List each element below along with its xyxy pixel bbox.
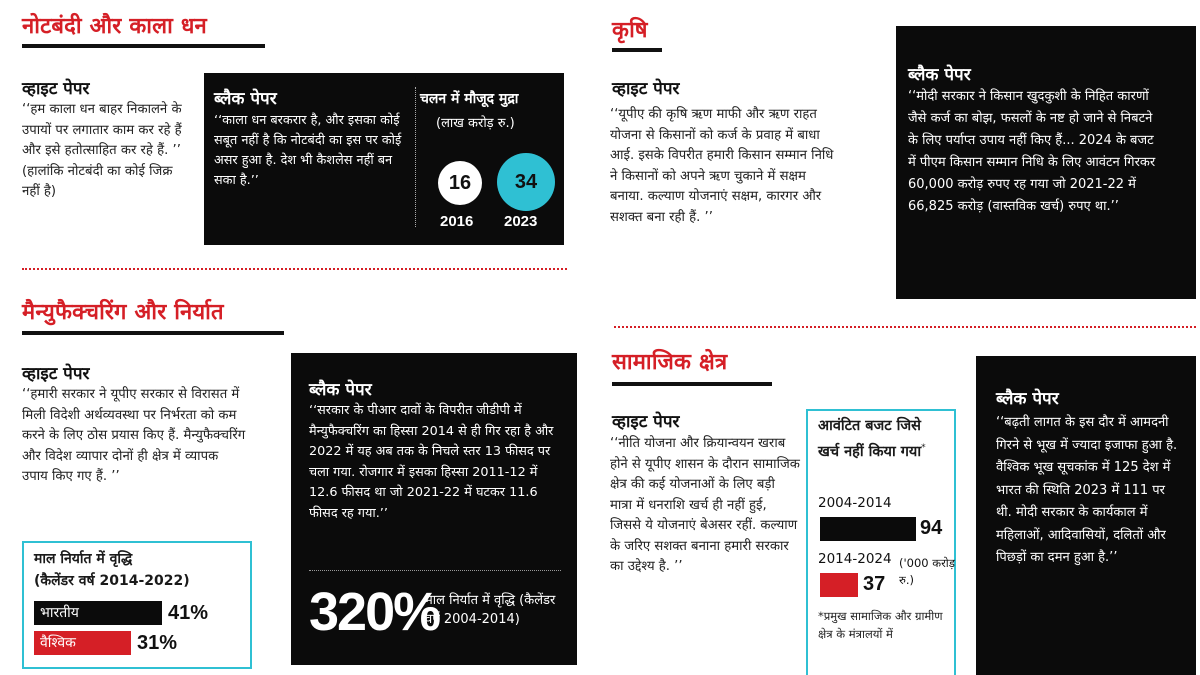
section-divider-right bbox=[614, 326, 1196, 328]
manufacturing-title-underline bbox=[22, 331, 284, 335]
social-white-paper-heading: व्हाइट पेपर bbox=[612, 412, 680, 432]
export-growth-subtitle: (कैलेंडर वर्ष 2014-2022) bbox=[34, 573, 190, 589]
unspent-value-2: 37 bbox=[863, 573, 886, 595]
unspent-unit: ('000 करोड़ रु.) bbox=[899, 556, 955, 587]
manufacturing-stat-divider bbox=[309, 570, 561, 571]
social-title-underline bbox=[612, 382, 772, 386]
export-bar-global-value: 31% bbox=[137, 632, 178, 654]
currency-2016-value: 16 bbox=[448, 171, 472, 194]
currency-unit: (लाख करोड़ रु.) bbox=[436, 116, 515, 131]
export-bar-global-label: वैश्विक bbox=[40, 635, 76, 651]
unspent-value-1: 94 bbox=[920, 517, 943, 539]
currency-2023-value: 34 bbox=[514, 170, 538, 193]
unspent-budget-title bbox=[818, 415, 943, 463]
currency-2023-year: 2023 bbox=[504, 213, 538, 230]
demonetization-black-paper-heading: ब्लैक पेपर bbox=[214, 89, 277, 109]
manufacturing-white-paper-text: ‘‘हमारी सरकार ने यूपीए सरकार से विरासत में मिली विदेशी अर्थव्यवस्था पर निर्भरता को कम करने के लिए ठोस प्रयास किए हैं. मैन्युफैक्चरिंग और विदेश व्यापार दोनों ही क्षेत्र में व्यापक उपाय किए गए हैं. ’’ bbox=[22, 387, 246, 484]
unspent-footnote: *प्रमुख सामाजिक और ग्रामीण क्षेत्र के मंत्रालयों में bbox=[818, 609, 943, 641]
social-black-paper-text: ‘‘बढ़ती लागत के इस दौर में आमदनी गिरने से भूख में ज्यादा इजाफा हुआ है. वैश्विक भूख सूचकांक में 125 देश में भारत की स्थिति 2023 में 111 पर थी. मोदी सरकार के कार्यकाल में महिलाओं, आदिवासियों, दलितों और पिछड़ों का दमन हुआ है.’’ bbox=[996, 415, 1178, 565]
agriculture-title: कृषि bbox=[612, 18, 648, 43]
unspent-bar-1 bbox=[820, 517, 916, 541]
demonetization-title: नोटबंदी और काला धन bbox=[22, 14, 207, 39]
demonetization-white-paper-heading: व्हाइट पेपर bbox=[22, 79, 90, 99]
unspent-bar-2 bbox=[820, 573, 858, 597]
agriculture-black-paper-heading: ब्लैक पेपर bbox=[908, 65, 971, 85]
currency-divider bbox=[415, 87, 416, 227]
unspent-period-1: 2004-2014 bbox=[818, 495, 892, 511]
agriculture-title-underline bbox=[612, 48, 662, 52]
section-divider-left bbox=[22, 268, 567, 270]
export-growth-title: माल निर्यात में वृद्धि bbox=[34, 551, 133, 567]
agriculture-black-paper-text: ‘‘मोदी सरकार ने किसान खुदकुशी के निहित कारणों जैसे कर्ज का बोझ, फसलों के नष्ट हो जाने से निबटने के लिए पर्याप्त उपाय नहीं किए हैं... 2024 के बजट में पीएम किसान सम्मान निधि के लिए आवंटन गिरकर 60,000 करोड़ रुपए रह गया जो 2021-22 में 66,825 करोड़ (वास्तविक खर्च) रुपए था.’’ bbox=[908, 89, 1156, 214]
export-growth-box bbox=[22, 541, 252, 669]
social-black-paper-heading: ब्लैक पेपर bbox=[996, 389, 1059, 409]
demonetization-white-paper-text: ‘‘हम काला धन बाहर निकालने के उपायों पर लगातार काम कर रहे हैं और इसे हतोत्साहित कर रहे हैं. ’’ (हालांकि नोटबंदी का कोई जिक्र नहीं है) bbox=[22, 102, 182, 199]
unspent-budget-box bbox=[806, 409, 956, 675]
manufacturing-black-paper-heading: ब्लैक पेपर bbox=[309, 380, 372, 400]
manufacturing-black-paper-box bbox=[291, 353, 577, 665]
currency-2016-year: 2016 bbox=[440, 213, 474, 230]
manufacturing-stat-value: 320% bbox=[309, 582, 440, 642]
demonetization-title-underline bbox=[22, 44, 265, 48]
manufacturing-stat-label: माल निर्यात में वृद्धि (कैलेंडर वर्ष 2004-2014) bbox=[425, 593, 556, 627]
agriculture-white-paper-text: ‘‘यूपीए की कृषि ऋण माफी और ऋण राहत योजना से किसानों को कर्ज के प्रवाह में बाधा आई. इसके विपरीत हमारी किसान सम्मान निधि ने किसानों को अपने ऋण चुकाने में सक्षम बनाया. कल्याण योजनाएं सक्षम, कारगर और सशक्त बना रही हैं. ’’ bbox=[610, 107, 834, 225]
export-bar-indian-label: भारतीय bbox=[40, 605, 79, 621]
social-title: सामाजिक क्षेत्र bbox=[612, 350, 728, 375]
agriculture-white-paper-heading: व्हाइट पेपर bbox=[612, 79, 680, 99]
currency-2016-circle bbox=[438, 161, 482, 205]
currency-title: चलन में मौजूद मुद्रा bbox=[420, 91, 519, 107]
unspent-budget-title-mark: * bbox=[921, 443, 926, 453]
export-bar-indian-value: 41% bbox=[168, 602, 209, 624]
manufacturing-title: मैन्युफैक्चरिंग और निर्यात bbox=[22, 300, 224, 325]
demonetization-black-paper-box bbox=[204, 73, 564, 245]
demonetization-black-paper-text: ‘‘काला धन बरकरार है, और इसका कोई सबूत नहीं है कि नोटबंदी का इस पर कोई असर हुआ है. देश भी कैशलेस नहीं बन सका है.’’ bbox=[214, 113, 402, 188]
currency-2023-circle bbox=[497, 153, 555, 211]
manufacturing-black-paper-text: ‘‘सरकार के पीआर दावों के विपरीत जीडीपी में मैन्युफैक्चरिंग का हिस्सा 2014 से ही गिर रहा है और 2022 में यह अब तक के निचले स्तर 13 फीसद पर चला गया. रोजगार में इसका हिस्सा 2011-12 में 12.6 फीसद था जो 2021-22 में घटकर 11.6 फीसद रह गया.’’ bbox=[309, 403, 554, 521]
agriculture-black-paper-box bbox=[896, 26, 1196, 299]
unspent-period-2: 2014-2024 bbox=[818, 551, 892, 567]
unspent-budget-title-text: आवंटित बजट जिसे खर्च नहीं किया गया bbox=[818, 418, 922, 460]
manufacturing-white-paper-heading: व्हाइट पेपर bbox=[22, 364, 90, 384]
social-white-paper-text: ‘‘नीति योजना और क्रियान्वयन खराब होने से यूपीए शासन के दौरान सामाजिक क्षेत्र की कई योजनाओं के लिए बड़ी मात्रा में धनराशि खर्च ही नहीं हुई, जिससे ये योजनाएं बेअसर रहीं. कल्याण के जरिए सशक्त बनाना हमारी सरकार का उद्देश्य है. ’’ bbox=[610, 436, 800, 574]
social-black-paper-box bbox=[976, 356, 1196, 675]
